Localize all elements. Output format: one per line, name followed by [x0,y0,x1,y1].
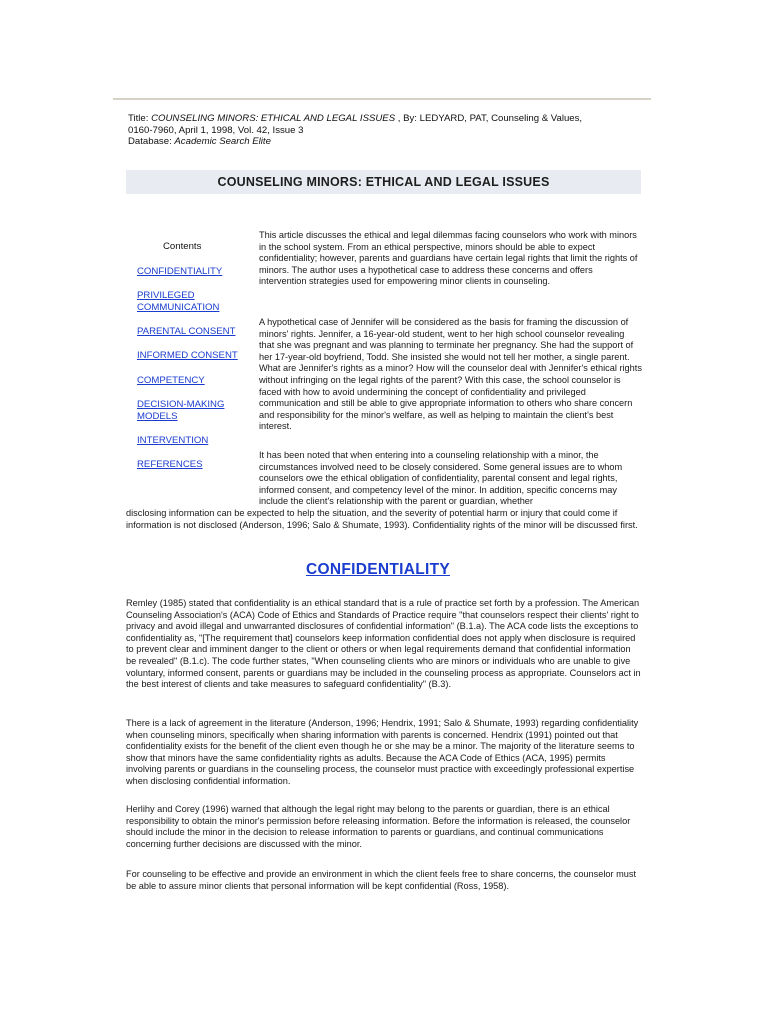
abstract-paragraph: This article discusses the ethical and legal dilemmas facing counselors who work with minors in the school system. From an ethical perspective, minors should be able to expect confidentiality; however, parents and guardians have certain legal rights that limit the rights of minors. The author uses a hypothetical case to address these concerns and offers intervention strategies used for empowering minor clients in counseling. [259,230,638,287]
author-source: , By: LEDYARD, PAT, Counseling & Values, [397,113,583,124]
toc-link-references[interactable]: REFERENCES [137,458,203,470]
issues-paragraph-continued: disclosing information can be expected to help the situation, and the severity of potential harm or injury that could come if information is not disclosed (Anderson, 1996; Salo & Shumate, 1993). Confidentiality rights of the minor will be discussed first. [126,508,638,530]
confidentiality-section-heading: CONFIDENTIALITY [306,561,450,578]
article-title-citation: COUNSELING MINORS: ETHICAL AND LEGAL ISSUES [151,113,396,124]
body-paragraph: For counseling to be effective and provide an environment in which the client feels free to share concerns, the counselor must be able to assure minor clients that personal information will be kept confidential (Ross, 1958). [126,869,637,891]
toc-link-decision-making-models[interactable]: DECISION-MAKING MODELS [137,398,225,422]
database-name: Academic Search Elite [174,136,271,148]
body-paragraph: There is a lack of agreement in the literature (Anderson, 1996; Hendrix, 1991; Salo & Shumate, 1993) regarding confidentiality when counseling minors, specifically when sharing information with parents is concerned. Hendrix (1991) pointed out that confidentiality exists for the benefit of the client even though he or she may be a minor. The majority of the literature seems to show that minors have the same confidentiality rights as adults. Because the ACA Code of Ethics (ACA, 1995) permits involving parents or guardians in the counseling process, the counselor must practice with exceedingly professional expertise when disclosing confidential information. [126,718,639,786]
citation-block [128,113,648,148]
issues-paragraph: It has been noted that when entering into a counseling relationship with a minor, the circumstances involved need to be closely considered. Some general issues are to whom counselors owe the ethical obligation of confidentiality, parental consent and legal rights, informed consent, and competency level of the minor. In addition, specific concerns may include the client's relationship with the parent or guardian, whether [259,450,623,507]
case-paragraph: A hypothetical case of Jennifer will be considered as the basis for framing the discussion of minors' rights. Jennifer, a 16-year-old student, went to her high school counselor revealing that she was pregnant and was planning to terminate her pregnancy. She had the support of her 17-year-old boyfriend, Todd. She insisted she would not tell her mother, a single parent. What are Jennifer's rights as a minor? How will the counselor deal with Jennifer's ethical rights without infringing on the legal rights of the parent? With this case, the school counselor is faced with how to avoid undermining the concept of confidentiality and privileged communication and still be able to give appropriate information to others who share concern and responsibility for the minor's welfare, as well as helping to maintain the client's best interest. [259,317,642,432]
toc-link-confidentiality[interactable]: CONFIDENTIALITY [137,266,223,277]
title-label: Title: [128,113,149,124]
toc-link-intervention[interactable]: INTERVENTION [137,434,209,446]
top-divider [113,98,651,100]
toc-link-competency[interactable]: COMPETENCY [137,374,205,386]
toc-link-privileged-communication[interactable]: PRIVILEGED COMMUNICATION [137,290,220,313]
contents-list [137,266,242,483]
toc-link-informed-consent[interactable]: INFORMED CONSENT [137,350,238,362]
database-label: Database: [128,136,172,148]
page-title: COUNSELING MINORS: ETHICAL AND LEGAL ISSUES [217,175,550,189]
body-paragraph: Herlihy and Corey (1996) warned that although the legal right may belong to the parents or guardian, there is an ethical responsibility to obtain the minor's permission before releasing information. Before the information is released, the counselor should include the minor in the decision to release information to parents or guardians, and continual communications concerning further decisions are discussed with the minor. [126,804,631,849]
article-title-banner [126,170,641,194]
body-paragraph: Remley (1985) stated that confidentiality is an ethical standard that is a rule of practice set forth by a profession. The American Counseling Association's (ACA) Code of Ethics and Standards of Practice require "that counselors respect their clients' right to privacy and avoid illegal and unwarranted disclosures of confidential information" (B.1.a). The ACA code lists the exceptions to confidentiality as, "[The requirement that] counselors keep information confidential does not apply when disclosure is required to prevent clear and imminent danger to the client or others or when legal requirements demand that confidential information be revealed" (B.1.c). The code further states, "When counseling clients who are minors or individuals who are unable to give voluntary, informed consent, parents or guardians may be included in the counseling process as appropriate. Counselors act in the best interest of clients and take measures to safeguard confidentiality" (B.3). [126,598,641,690]
issue-info: 0160-7960, April 1, 1998, Vol. 42, Issue 3 [128,124,304,136]
contents-heading: Contents [163,241,202,252]
toc-link-parental-consent[interactable]: PARENTAL CONSENT [137,326,236,338]
